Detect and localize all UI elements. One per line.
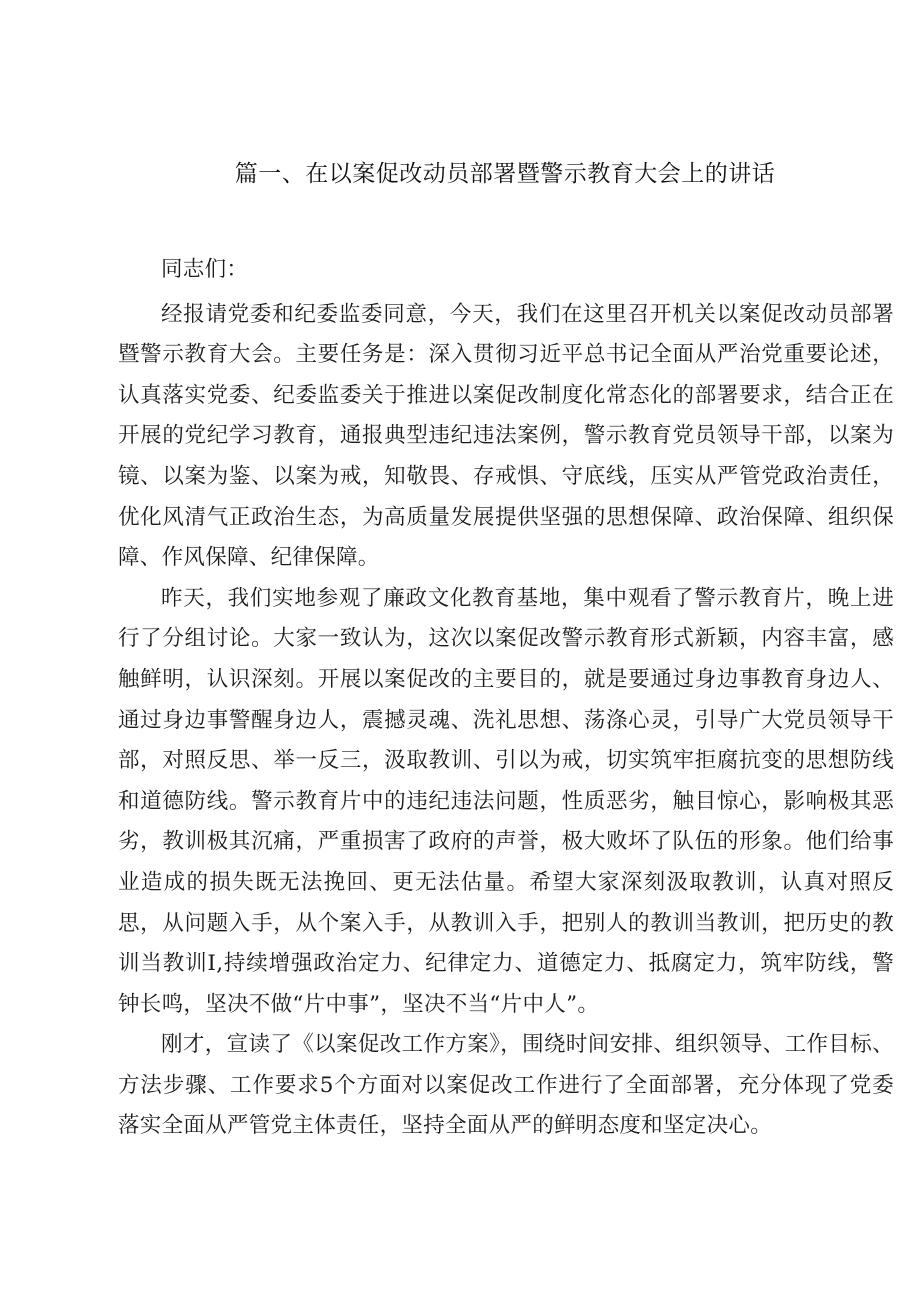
document-title: 篇一、在以案促改动员部署暨警示教育大会上的讲话	[234, 161, 776, 187]
paragraph: 经报请党委和纪委监委同意，今天，我们在这里召开机关以案促改动员部署暨警示教育大会。主要任务是：深入贯彻习近平总书记全面从严治党重要论述，认真落实党委、纪委监委关于推进以案促改制度化常态化的部署要求，结合正在开展的党纪学习教育，通报典型违纪违法案例，警示教育党员领导干部，以案为镜、以案为鉴、以案为戒，知敬畏、存戒惧、守底线，压实从严管党政治责任，优化风清气正政治生态，为高质量发展提供坚强的思想保障、政治保障、组织保障、作风保障、纪律保障。	[118, 301, 894, 571]
paragraph: 刚才，宣读了《以案促改工作方案》，围绕时间安排、组织领导、工作目标、方法步骤、工作要求5个方面对以案促改工作进行了全面部署，充分体现了党委落实全面从严管党主体责任，坚持全面从严的鲜明态度和坚定决心。	[118, 1032, 894, 1139]
document-body	[118, 250, 894, 1147]
paragraph: 昨天，我们实地参观了廉政文化教育基地，集中观看了警示教育片，晚上进行了分组讨论。大家一致认为，这次以案促改警示教育形式新颖，内容丰富，感触鲜明，认识深刻。开展以案促改的主要目的，就是要通过身边事教育身边人、通过身边事警醒身边人，震撼灵魂、洗礼思想、荡涤心灵，引导广大党员领导干部，对照反思、举一反三，汲取教训、引以为戒，切实筑牢拒腐抗变的思想防线和道德防线。警示教育片中的违纪违法问题，性质恶劣，触目惊心，影响极其恶劣，教训极其沉痛，严重损害了政府的声誉，极大败坏了队伍的形象。他们给事业造成的损失既无法挽回、更无法估量。希望大家深刻汲取教训，认真对照反思，从问题入手，从个案入手，从教训入手，把别人的教训当教训，把历史的教训当教训I,持续增强政治定力、纪律定力、道德定力、抵腐定力，筑牢防线，警钟长鸣，坚决不做“片中事”，坚决不当“片中人”。	[118, 585, 894, 1017]
greeting: 同志们：	[161, 257, 249, 282]
